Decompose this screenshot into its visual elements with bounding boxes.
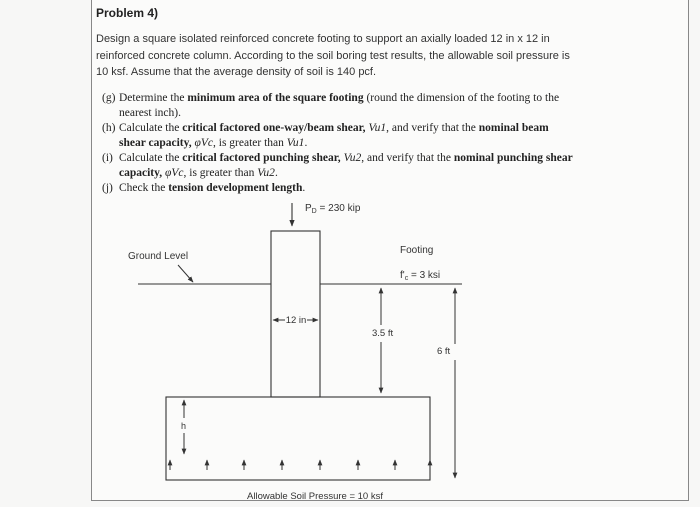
part-h-sym2: φVc bbox=[194, 137, 213, 149]
part-i-sym3: Vu2 bbox=[257, 167, 275, 179]
part-h-bold2: nominal beam shear capacity, bbox=[119, 122, 549, 149]
column bbox=[271, 231, 320, 397]
ground-level-pointer bbox=[178, 265, 193, 282]
fc-label: $f'_c = 3$ ksi bbox=[400, 270, 441, 282]
part-j-label: (j) bbox=[102, 182, 113, 194]
part-i-label: (i) bbox=[102, 152, 113, 164]
part-i-bold2: nominal punching shear capacity, bbox=[119, 152, 573, 179]
part-i-mid: , and verify that the bbox=[361, 152, 454, 164]
part-i-post: . bbox=[274, 167, 278, 179]
part-j-bold: tension development length bbox=[168, 182, 303, 194]
footing bbox=[166, 397, 430, 480]
part-h-post: . bbox=[304, 137, 308, 149]
part-i-sym2: φVc bbox=[165, 167, 184, 179]
part-i-sym1: Vu2 bbox=[343, 152, 362, 164]
part-h-mid2: , is greater than bbox=[213, 137, 287, 149]
part-i-pre: Calculate the bbox=[119, 152, 183, 164]
depth-label: 3.5 ft bbox=[372, 328, 394, 339]
part-j-post: . bbox=[302, 182, 306, 194]
part-g-post: (round the dimension of the footing to the nearest inch). bbox=[119, 92, 560, 119]
soil-pressure-label: Allowable Soil Pressure = 10 ksf bbox=[247, 491, 383, 502]
part-j-pre: Check the bbox=[119, 182, 169, 194]
part-i-mid2: , is greater than bbox=[183, 167, 258, 179]
thickness-label: h bbox=[181, 421, 187, 431]
part-h-pre: Calculate the bbox=[119, 122, 183, 134]
problem-title: Problem 4) bbox=[96, 6, 159, 20]
part-i-bold1: critical factored punching shear, bbox=[182, 152, 344, 164]
total-depth-label: 6 ft bbox=[437, 346, 451, 357]
soil-pressure-arrows bbox=[170, 460, 430, 470]
problem-intro: Design a square isolated reinforced concrete footing to support an axially loaded 12 in x 12 in reinforced concrete column. According to the soil boring test results, the allowable soil pressure is 10 ksf. Assume that the average density of soil is 140 pcf. bbox=[96, 33, 570, 78]
part-g-label: (g) bbox=[102, 92, 116, 104]
part-h-sym1: Vu1 bbox=[368, 122, 387, 134]
part-h-mid: , and verify that the bbox=[386, 122, 479, 134]
part-g-bold: minimum area of the square footing bbox=[187, 92, 364, 104]
part-h-label: (h) bbox=[102, 122, 116, 134]
load-label: $P_D = 230$ kip bbox=[305, 203, 361, 215]
part-h-bold1: critical factored one-way/beam shear, bbox=[182, 122, 369, 134]
footing-label: Footing bbox=[400, 245, 434, 256]
ground-level-label: Ground Level bbox=[128, 251, 189, 262]
column-width-label: 12 in bbox=[285, 315, 307, 326]
part-g-pre: Determine the bbox=[119, 92, 188, 104]
part-h-sym3: Vu1 bbox=[286, 137, 305, 149]
